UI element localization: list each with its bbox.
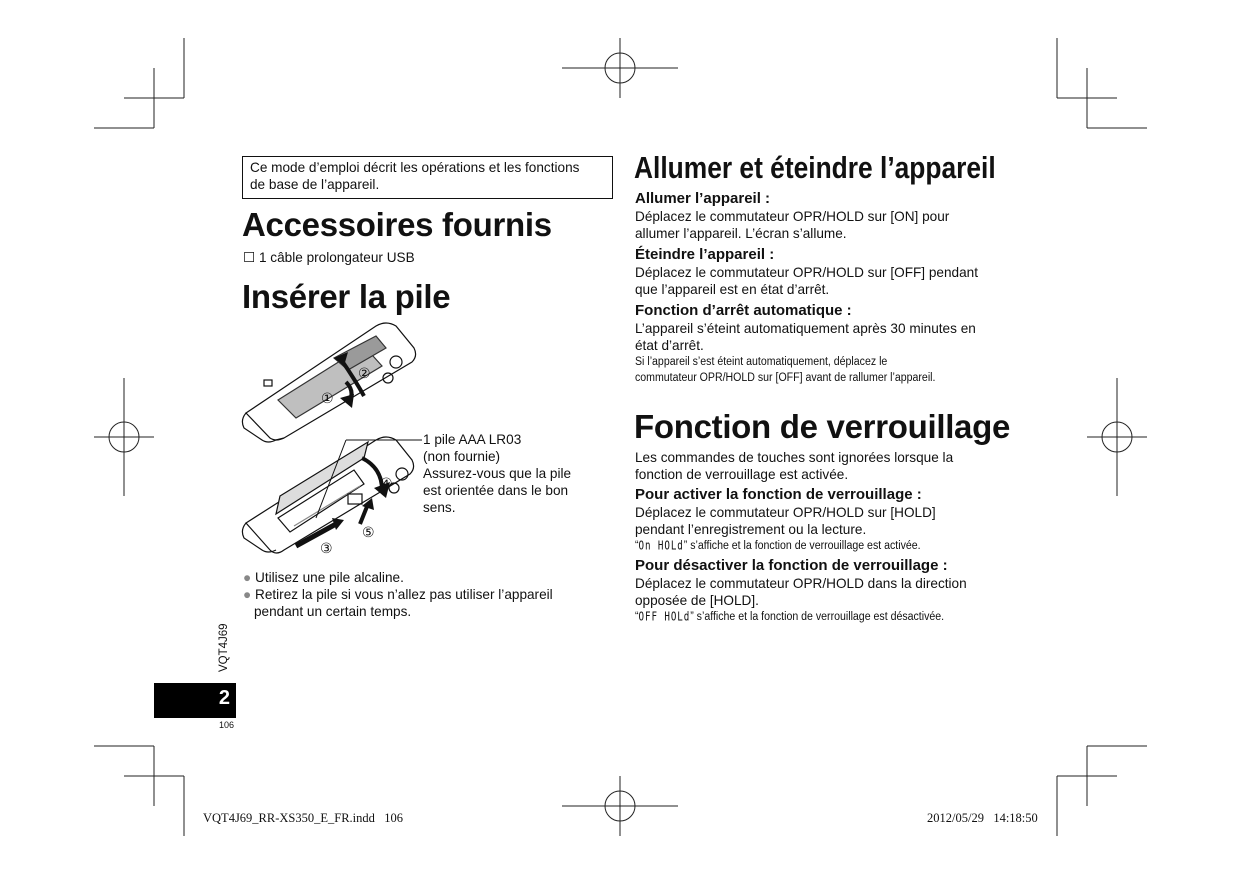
on-text: Déplacez le commutateur OPR/HOLD sur [ON] pour allumer l’appareil. L’écran s’allume. — [635, 209, 950, 241]
deactivate-note: “OFF HOLd” s’affiche et la fonction de verrouillage est désactivée. — [635, 609, 944, 626]
page-tab — [154, 683, 236, 718]
lcd-on-hold: On HOLd — [638, 539, 684, 554]
step-marker-2: ② — [358, 365, 371, 381]
deactivate-text: Déplacez le commutateur OPR/HOLD dans la direction opposée de [HOLD]. — [635, 576, 967, 608]
callout-line: Assurez-vous que la pile — [423, 466, 572, 481]
battery-callout — [423, 431, 571, 516]
accessoires-title: Accessoires fournis — [242, 206, 552, 243]
accessory-label: 1 câble prolongateur USB — [258, 250, 415, 265]
callout-line: 1 pile AAA LR03 — [423, 432, 522, 447]
verrouillage-section — [635, 449, 971, 626]
off-text: Déplacez le commutateur OPR/HOLD sur [OFF] pendant que l’appareil est en état d’arrêt. — [635, 265, 978, 297]
verrouillage-intro: Les commandes de touches sont ignorées lorsque la fonction de verrouillage est activée. — [635, 450, 954, 482]
page-tab-number: 2 — [218, 687, 230, 709]
lcd-off-hold: OFF HOLd — [638, 610, 691, 625]
accessory-item — [243, 249, 415, 266]
bullet-icon: ● — [243, 587, 252, 602]
auto-off-note: Si l’appareil s’est éteint automatiquement, déplacez le commutateur OPR/HOLD sur [OFF] avant de rallumer l’appareil. — [635, 356, 936, 384]
auto-off-heading: Fonction d’arrêt automatique : — [635, 302, 852, 319]
checkbox-icon: ☐ — [243, 250, 256, 265]
intro-line: Ce mode d’emploi décrit les opérations et les fonctions — [250, 160, 580, 175]
bullet-item: ● Utilisez une pile alcaline. — [243, 570, 404, 585]
callout-line: sens. — [423, 500, 456, 515]
activate-note: “On HOLd” s’affiche et la fonction de verrouillage est activée. — [635, 538, 944, 555]
deactivate-heading: Pour désactiver la fonction de verrouillage : — [635, 557, 948, 574]
device-battery-diagram — [242, 437, 413, 553]
on-heading: Allumer l’appareil : — [635, 190, 771, 207]
page-number: 106 — [219, 720, 235, 730]
step-marker-4: ④ — [380, 475, 393, 491]
callout-line: est orientée dans le bon — [423, 483, 569, 498]
footer-timestamp: 2012/05/29 14:18:50 — [927, 811, 1038, 825]
side-code: VQT4J69 — [218, 623, 230, 672]
activate-text: Déplacez le commutateur OPR/HOLD sur [HOLD] pendant l’enregistrement ou la lecture. — [635, 505, 936, 537]
bullet-item: ● Retirez la pile si vous n’allez pas utiliser l’appareil — [243, 587, 553, 602]
intro-notice-box — [242, 156, 613, 199]
bullet-continuation: pendant un certain temps. — [254, 604, 412, 619]
allumer-title: Allumer et éteindre l’appareil — [634, 150, 996, 185]
footer-filename: VQT4J69_RR-XS350_E_FR.indd 106 — [203, 811, 404, 825]
pile-title: Insérer la pile — [242, 278, 451, 315]
allumer-section — [635, 190, 978, 386]
battery-insertion-illustration — [236, 318, 436, 578]
step-marker-1: ① — [321, 390, 334, 406]
battery-bullets — [243, 569, 553, 620]
verrouillage-title: Fonction de verrouillage — [634, 408, 1011, 445]
bullet-icon: ● — [243, 570, 252, 585]
off-heading: Éteindre l’appareil : — [635, 246, 775, 263]
intro-line: de base de l’appareil. — [250, 176, 380, 192]
activate-heading: Pour activer la fonction de verrouillage : — [635, 486, 922, 503]
step-marker-5: ⑤ — [362, 524, 375, 540]
callout-line: (non fournie) — [423, 449, 501, 464]
device-cover-open-diagram — [242, 323, 415, 442]
auto-off-text: L’appareil s’éteint automatiquement après 30 minutes en état d’arrêt. — [635, 321, 976, 353]
step-marker-3: ③ — [320, 540, 333, 556]
